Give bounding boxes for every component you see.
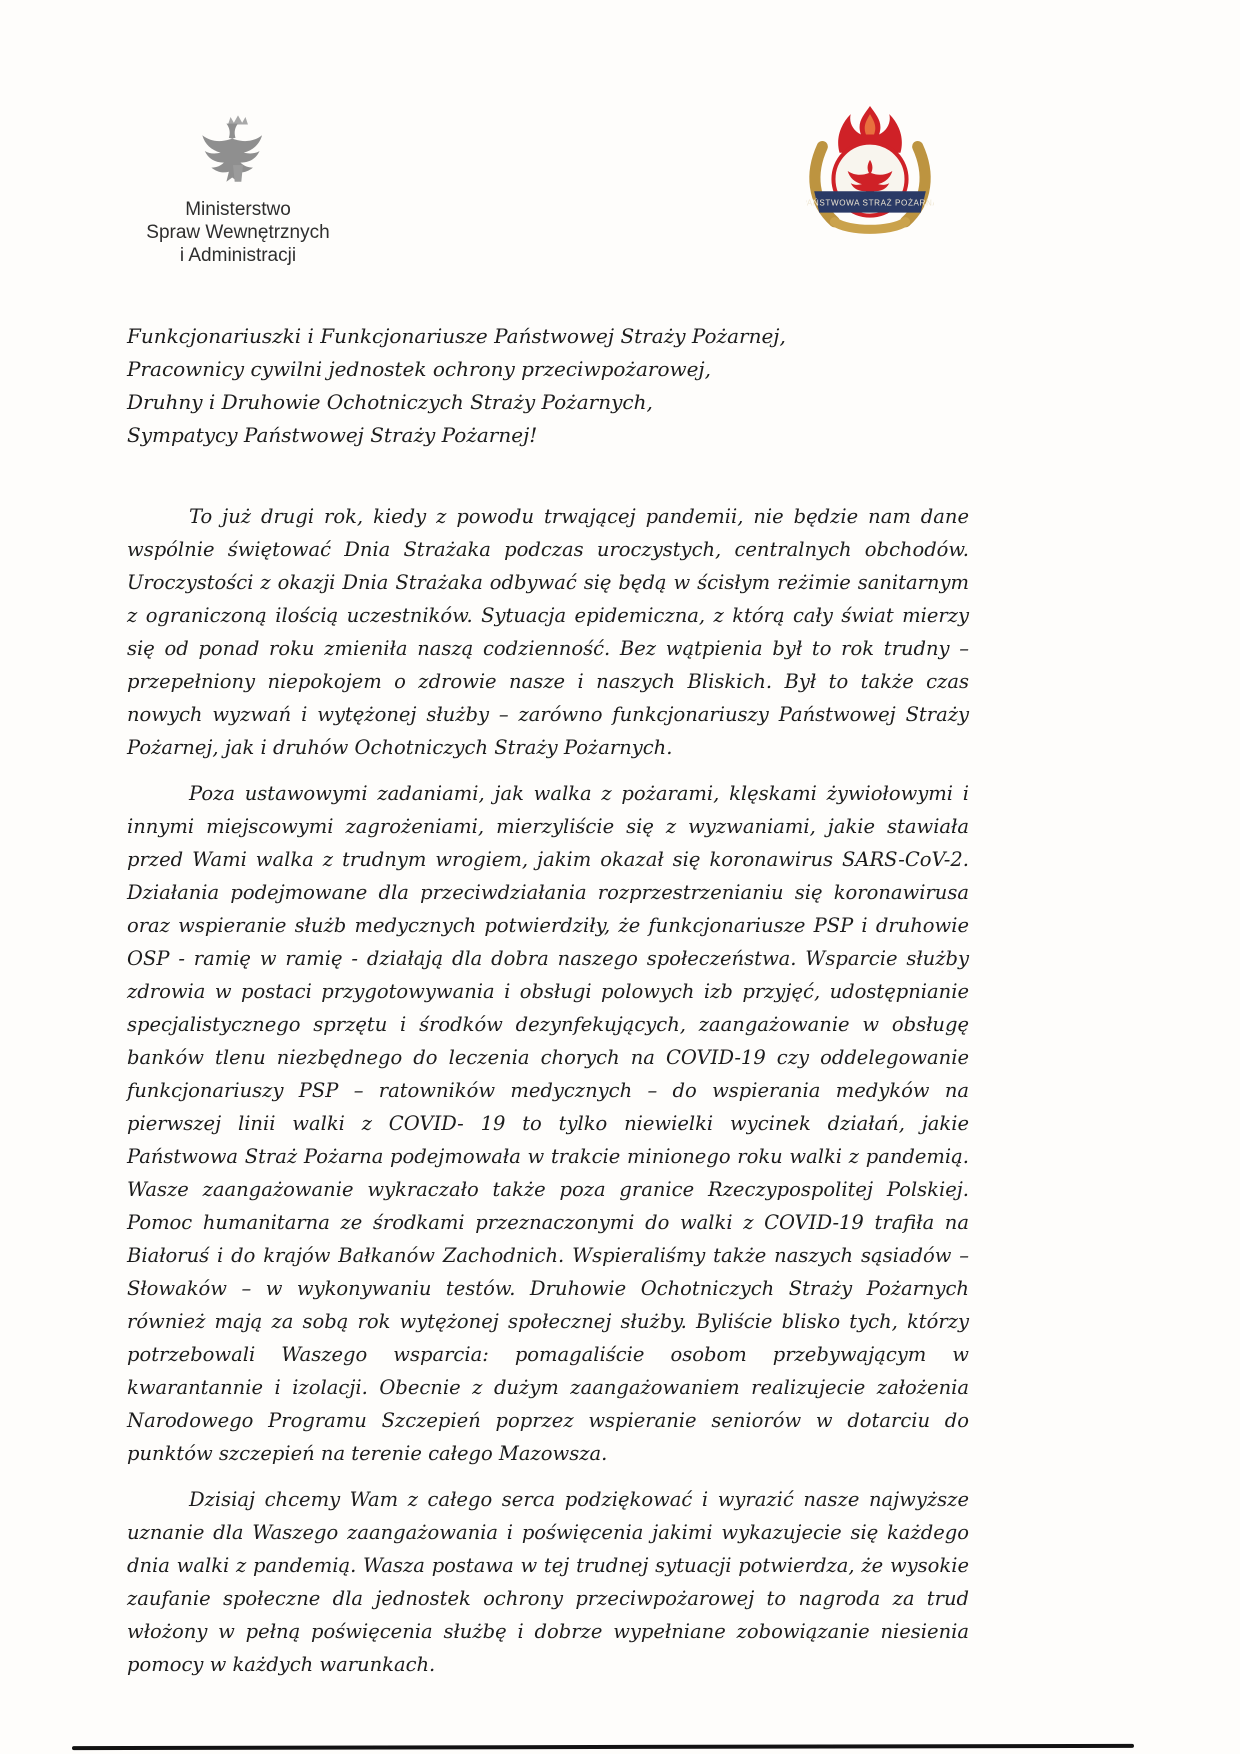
scan-artifact-line	[72, 1744, 1134, 1750]
paragraph-1: To już drugi rok, kiedy z powodu trwającej pandemii, nie będzie nam dane wspólnie świętować Dnia Strażaka podczas uroczystych, centralnych obchodów. Uroczystości z okazji Dnia Strażaka odbywać się będą w ścisłym reżimie sanitarnym z ograniczoną ilością uczestników. Sytuacja epidemiczna, z którą cały świat mierzy się od ponad roku zmieniła naszą codzienność. Bez wątpienia był to rok trudny – przepełniony niepokojem o zdrowie nasze i naszych Bliskich. Był to także czas nowych wyzwań i wytężonej służby – zarówno funkcjonariuszy Państwowej Straży Pożarnej, jak i druhów Ochotniczych Straży Pożarnych.	[127, 505, 969, 759]
crest-banner-text: PAŃSTWOWA STRAŻ POŻARNA	[806, 198, 934, 208]
ministry-name-line-1: Ministerstwo	[185, 199, 291, 220]
salutation-line: Sympatycy Państwowej Straży Pożarnej!	[127, 423, 538, 447]
paragraph-3: Dzisiaj chcemy Wam z całego serca podziękować i wyrazić nasze najwyższe uznanie dla Waszego zaangażowania i poświęcenia jakimi wykazujecie się każdego dnia walki z pandemią. Wasza postawa w tej trudnej sytuacji potwierdza, że wysokie zaufanie społeczne dla jednostek ochrony przeciwpożarowej to nagroda za trud włożony w pełną poświęcenia służbę i dobrze wypełniane zobowiązanie niesienia pomocy w każdych warunkach.	[127, 1488, 969, 1676]
letter-body	[127, 320, 969, 1694]
paragraph-2: Poza ustawowymi zadaniami, jak walka z pożarami, klęskami żywiołowymi i innymi miejscowymi zagrożeniami, mierzyliście się z wyzwaniami, jakie stawiała przed Wami walka z trudnym wrogiem, jakim okazał się koronawirus SARS-CoV-2. Działania podejmowane dla przeciwdziałania rozprzestrzenianiu się koronawirusa oraz wspieranie służb medycznych potwierdziły, że funkcjonariusze PSP i druhowie OSP - ramię w ramię - działają dla dobra naszego społeczeństwa. Wsparcie służby zdrowia w postaci przygotowywania i obsługi polowych izb przyjęć, udostępnianie specjalistycznego sprzętu i środków dezynfekujących, zaangażowanie w obsługę banków tlenu niezbędnego do leczenia chorych na COVID-19 czy oddelegowanie funkcjonariuszy PSP – ratowników medycznych – do wspierania medyków na pierwszej linii walki z COVID- 19 to tylko niewielki wycinek działań, jakie Państwowa Straż Pożarna podejmowała w trakcie minionego roku walki z pandemią. Wasze zaangażowanie wykraczało także poza granice Rzeczypospolitej Polskiej. Pomoc humanitarna ze środkami przeznaczonymi do walki z COVID-19 trafiła na Białoruś i do krajów Bałkanów Zachodnich. Wspieraliśmy także naszych sąsiadów – Słowaków – w wykonywaniu testów. Druhowie Ochotniczych Straży Pożarnych również mają za sobą rok wytężonej społecznej służby. Byliście blisko tych, którzy potrzebowali Waszego wsparcia: pomagaliście osobom przebywającym w kwarantannie i izolacji. Obecnie z dużym zaangażowaniem realizujecie założenia Narodowego Programu Szczepień poprzez wspieranie seniorów w dotarciu do punktów szczepień na terenie całego Mazowsza.	[127, 782, 969, 1465]
polish-eagle-icon	[196, 112, 280, 194]
fire-service-crest-icon	[806, 104, 934, 240]
salutation-line: Pracownicy cywilni jednostek ochrony przeciwpożarowej,	[127, 357, 711, 381]
ministry-name-line-2: Spraw Wewnętrznych	[146, 222, 330, 243]
salutation	[127, 320, 969, 452]
salutation-line: Funkcjonariuszki i Funkcjonariusze Państwowej Straży Pożarnej,	[127, 324, 786, 348]
ministry-header	[138, 112, 338, 267]
salutation-line: Druhny i Druhowie Ochotniczych Straży Pożarnych,	[127, 390, 653, 414]
ministry-name-line-3: i Administracji	[179, 245, 297, 266]
